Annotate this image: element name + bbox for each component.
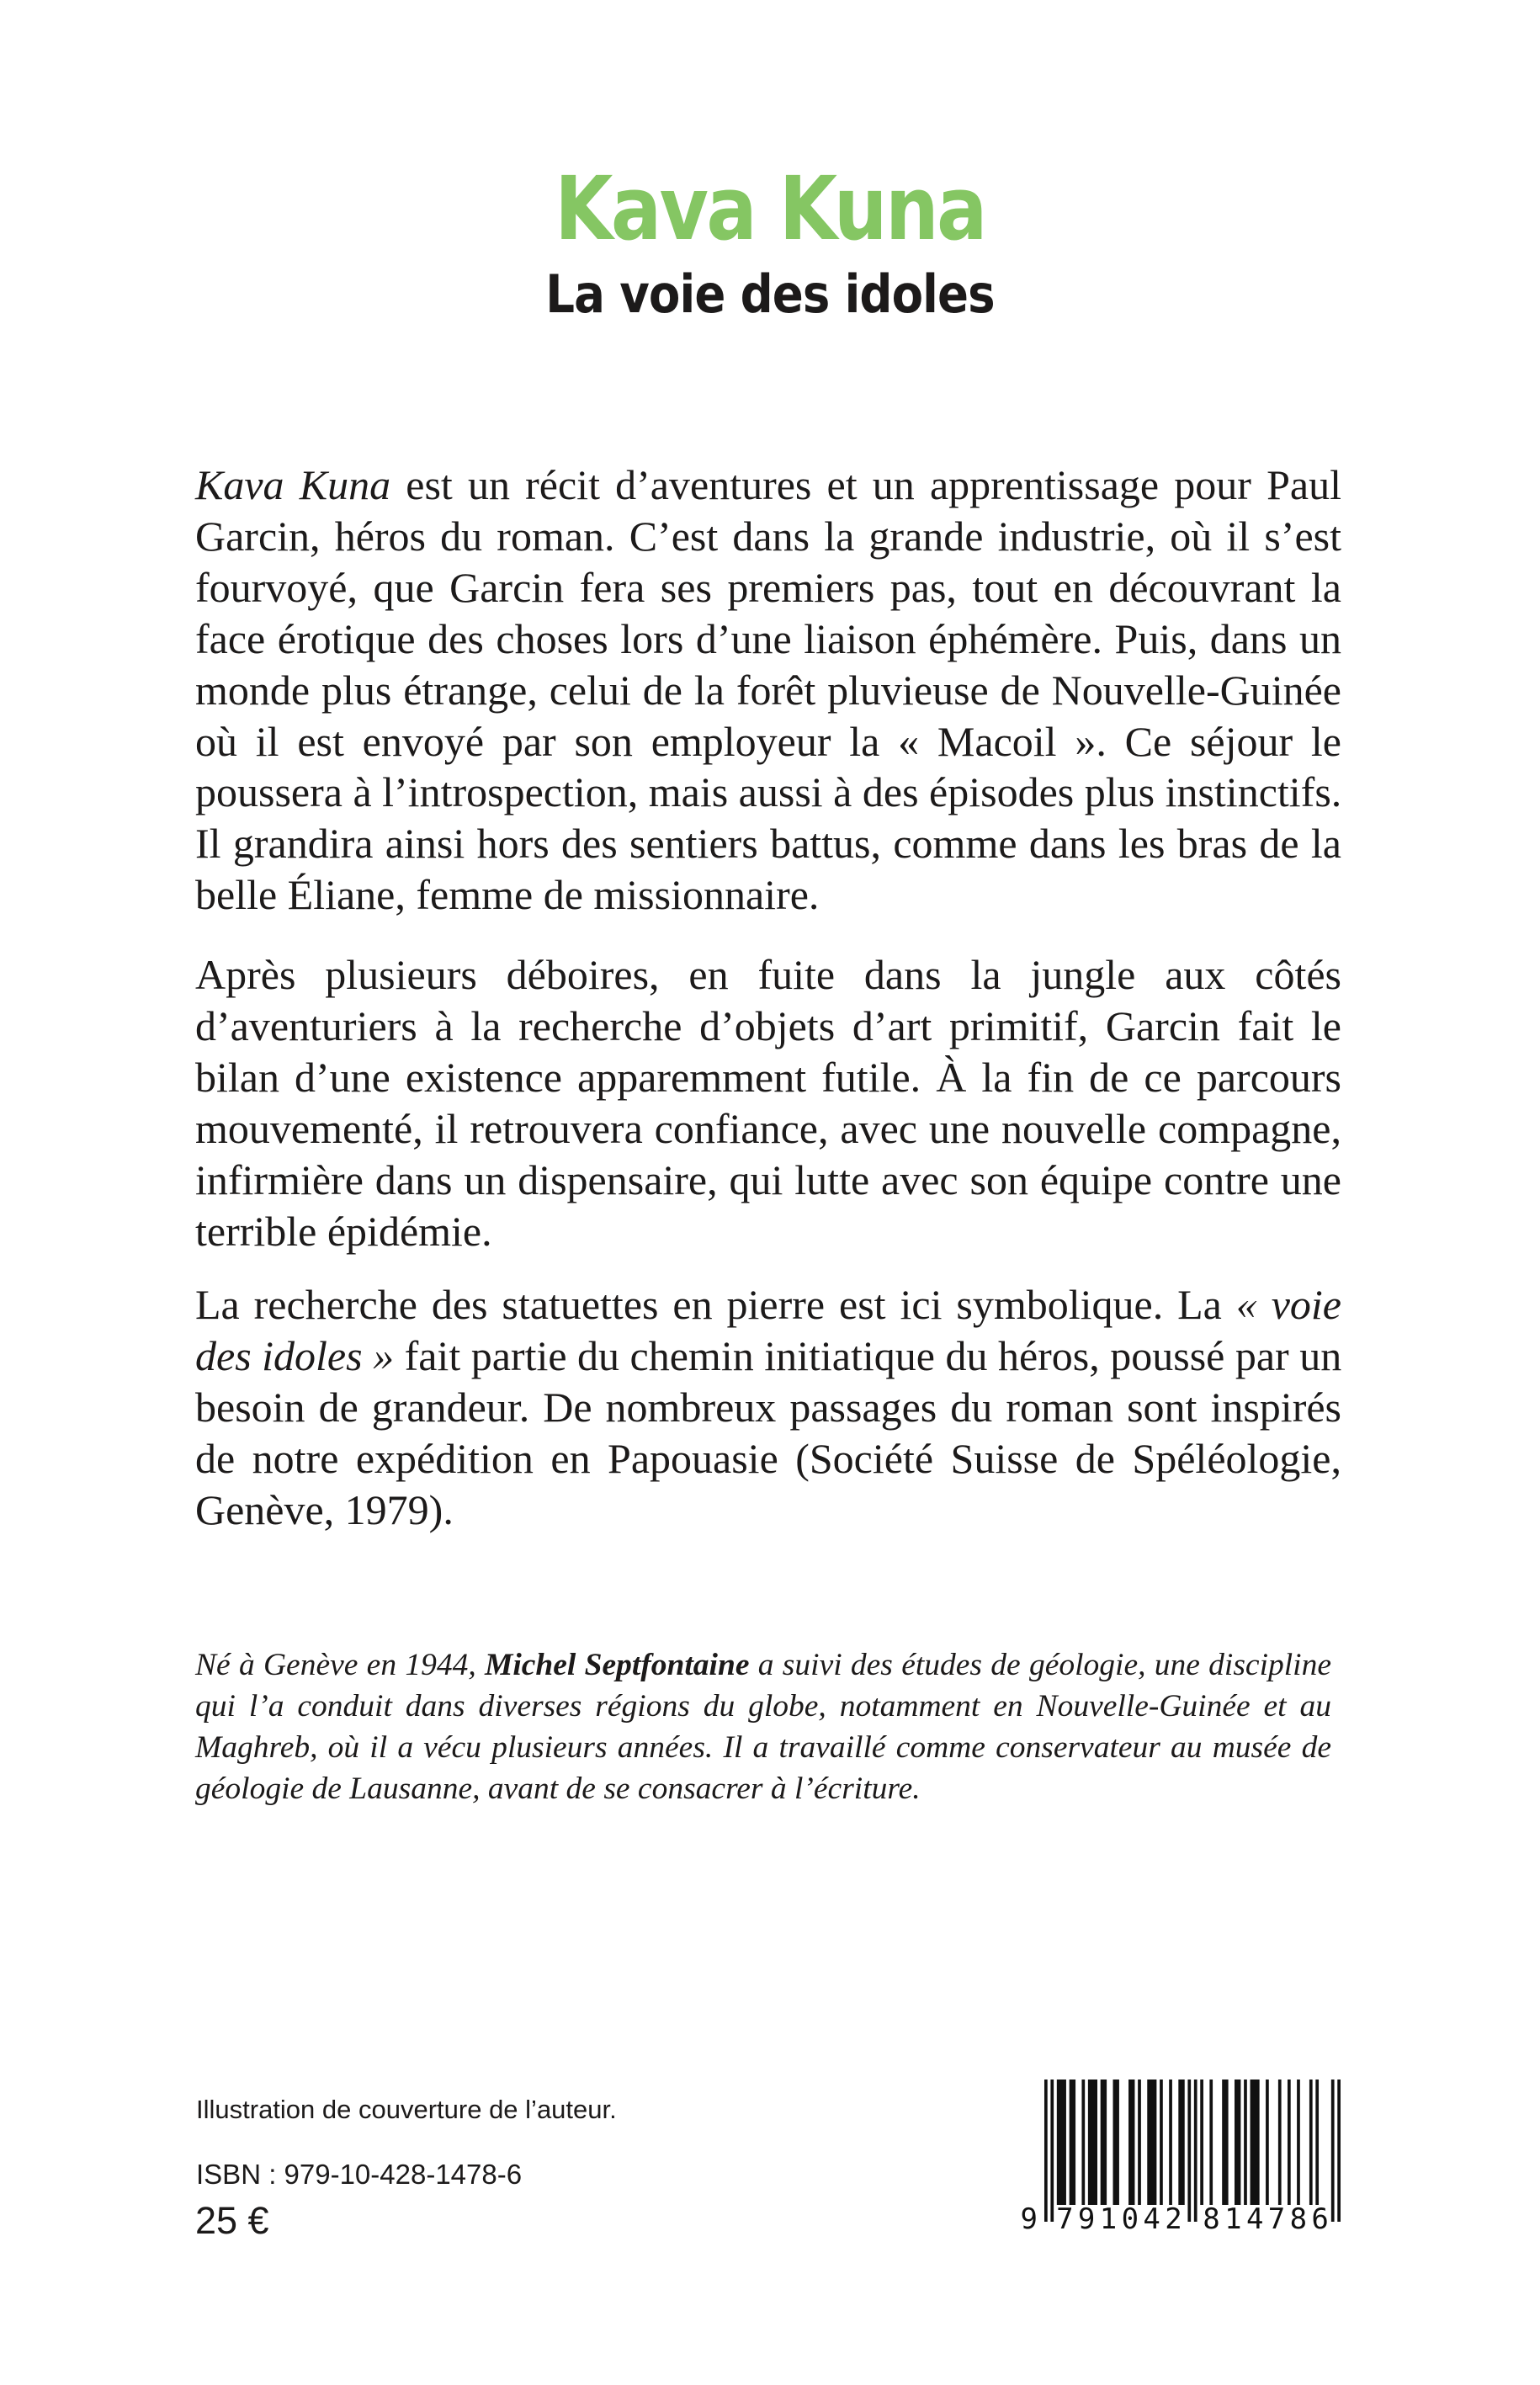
bio-line: Maghreb, où il a vécu plusieurs années. Il a travaillé comme conservateur au musée de [195, 1730, 1331, 1765]
blurb-line: d’aventuriers à la recherche d’objets d’art primitif, Garcin fait le [195, 1001, 1341, 1049]
blurb-line: Genève, 1979). [195, 1485, 454, 1533]
author-name: Michel Septfontaine [485, 1648, 750, 1682]
blurb-line: La recherche des statuettes en pierre est ici symbolique. La « voie [195, 1281, 1341, 1328]
isbn-text: ISBN : 979-10-428-1478-6 [196, 2159, 523, 2190]
blurb-line: poussera à l’introspection, mais aussi à des épisodes plus instinctifs. [195, 768, 1342, 816]
barcode-graphic [1010, 2074, 1346, 2234]
blurb-line: fourvoyé, que Garcin fera ses premiers pas, tout en découvrant la [195, 563, 1341, 611]
italic-text: « voie [1235, 1281, 1341, 1328]
blurb-line: belle Éliane, femme de missionnaire. [195, 871, 820, 919]
blurb-line: besoin de grandeur. De nombreux passages du roman sont inspirés [195, 1383, 1341, 1431]
blurb-line: où il est envoyé par son employeur la « Macoil ». Ce séjour le [195, 717, 1341, 765]
bio-line: géologie de Lausanne, avant de se consacrer à l’écriture. [195, 1771, 921, 1806]
blurb-line: Garcin, héros du roman. C’est dans la grande industrie, où il s’est [195, 512, 1341, 560]
blurb-line: Après plusieurs déboires, en fuite dans la jungle aux côtés [195, 951, 1341, 998]
blurb-line: de notre expédition en Papouasie (Société Suisse de Spéléologie, [195, 1434, 1341, 1482]
illustration-credit: Illustration de couverture de l’auteur. [196, 2095, 617, 2124]
blurb-line: Kava Kuna est un récit d’aventures et un apprentissage pour Paul [195, 461, 1341, 508]
book-subtitle: La voie des idoles [545, 263, 995, 325]
blurb-line: infirmière dans un dispensaire, qui lutte avec son équipe contre une [195, 1155, 1341, 1203]
svg-text:814786: 814786 [1203, 2202, 1329, 2234]
blurb-line: des idoles » fait partie du chemin initiatique du héros, poussé par un [195, 1331, 1342, 1379]
italic-text: des idoles » [195, 1331, 395, 1379]
blurb-line: face érotique des choses lors d’une liaison éphémère. Puis, dans un [195, 614, 1341, 662]
ean13-barcode [1010, 2074, 1346, 2234]
italic-text: Kava Kuna [195, 461, 391, 508]
book-title: Kava Kuna [555, 157, 985, 260]
blurb-line: terrible épidémie. [195, 1207, 492, 1255]
svg-text:9: 9 [1020, 2202, 1038, 2234]
blurb-line: monde plus étrange, celui de la forêt pluvieuse de Nouvelle-Guinée [195, 666, 1341, 714]
blurb-line: mouvementé, il retrouvera confiance, avec une nouvelle compagne, [195, 1104, 1341, 1152]
blurb-line: Il grandira ainsi hors des sentiers battus, comme dans les bras de la [195, 820, 1341, 868]
price-text: 25 € [195, 2199, 269, 2242]
blurb-line: bilan d’une existence apparemment futile. À la fin de ce parcours [195, 1053, 1341, 1101]
bio-line: qui l’a conduit dans diverses régions du globe, notamment en Nouvelle-Guinée et au [195, 1689, 1331, 1724]
bio-line: Né à Genève en 1944, Michel Septfontaine a suivi des études de géologie, une discipline [195, 1648, 1331, 1682]
svg-text:791042: 791042 [1056, 2202, 1182, 2234]
